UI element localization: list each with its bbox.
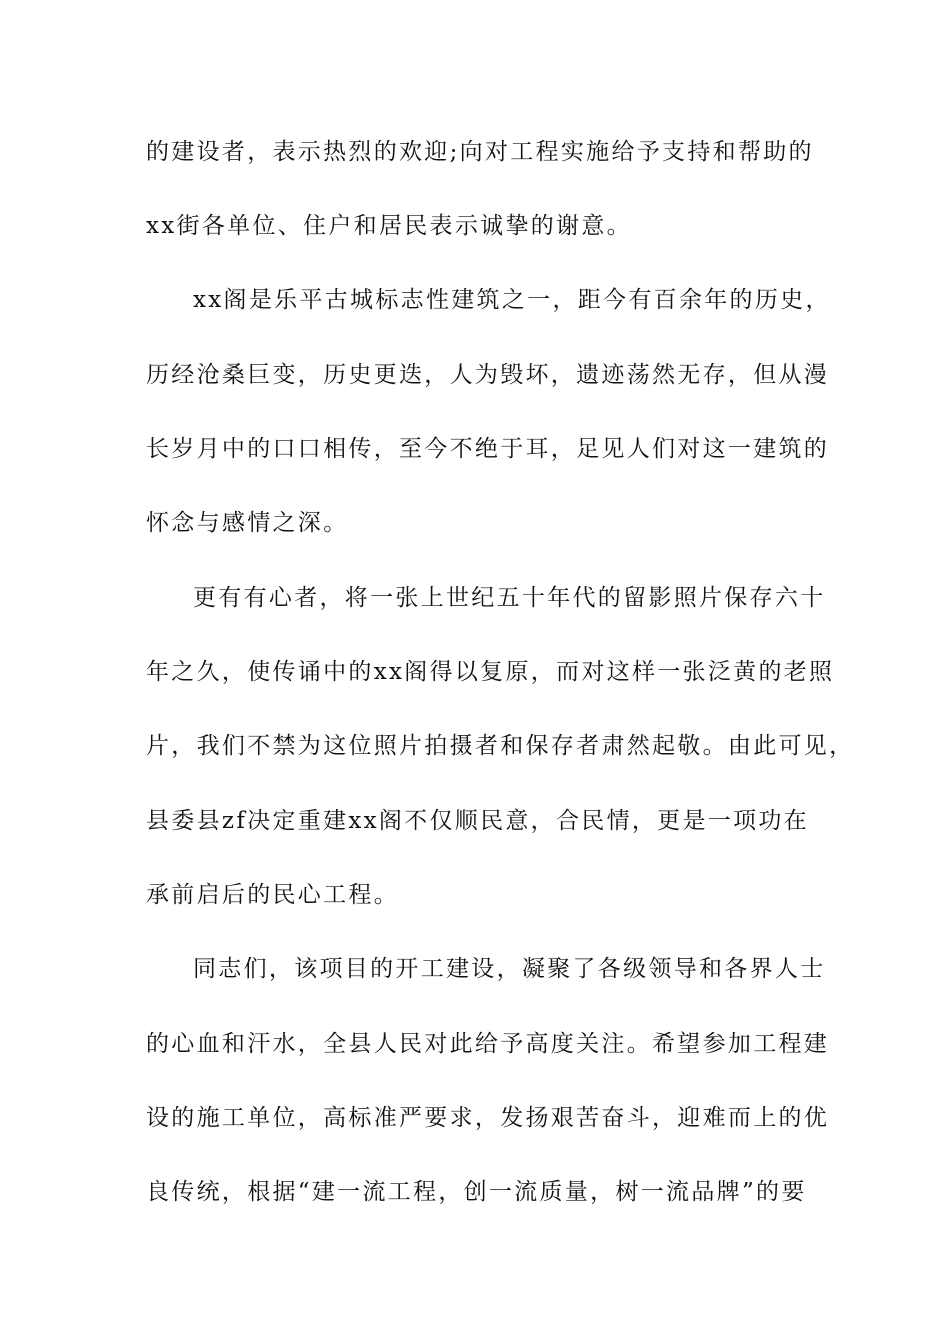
text-line: 良传统，根据“建一流工程，创一流质量，树一流品牌”的要	[146, 1179, 807, 1205]
paragraph-start-line: xx阁是乐平古城标志性建筑之一，距今有百余年的历史，	[193, 287, 831, 313]
text-line: 片，我们不禁为这位照片拍摄者和保存者肃然起敬。由此可见，	[146, 733, 855, 759]
text-line: 怀念与感情之深。	[146, 510, 349, 536]
text-line: 长岁月中的口口相传，至今不绝于耳，足见人们对这一建筑的	[146, 436, 830, 462]
text-line: 的心血和汗水，全县人民对此给予高度关注。希望参加工程建	[146, 1031, 830, 1057]
text-line: xx街各单位、住户和居民表示诚挚的谢意。	[146, 213, 632, 239]
text-line: 设的施工单位，高标准严要求，发扬艰苦奋斗，迎难而上的优	[146, 1105, 830, 1131]
text-line: 年之久，使传诵中的xx阁得以复原，而对这样一张泛黄的老照	[146, 659, 835, 685]
text-line: 承前启后的民心工程。	[146, 882, 399, 908]
paragraph-start-line: 更有有心者，将一张上世纪五十年代的留影照片保存六十	[193, 585, 826, 611]
text-line: 的建设者，表示热烈的欢迎;向对工程实施给予支持和帮助的	[146, 139, 814, 165]
paragraph-start-line: 同志们，该项目的开工建设，凝聚了各级领导和各界人士	[193, 956, 826, 982]
text-line: 县委县zf决定重建xx阁不仅顺民意，合民情，更是一项功在	[146, 808, 809, 834]
text-line: 历经沧桑巨变，历史更迭，人为毁坏，遗迹荡然无存，但从漫	[146, 362, 830, 388]
